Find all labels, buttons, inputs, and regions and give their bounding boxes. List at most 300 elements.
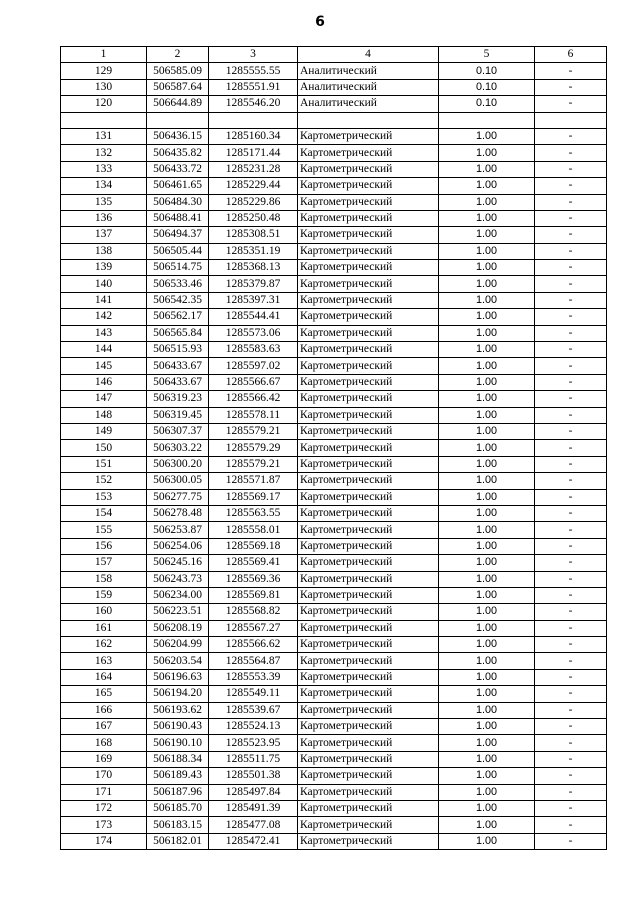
method-cell: Картометрический: [298, 391, 439, 407]
table-row: [61, 489, 607, 505]
note-cell: -: [535, 407, 607, 423]
table-row: [61, 210, 607, 226]
x-coordinate-cell: 506188.34: [147, 751, 209, 767]
note-cell: -: [535, 128, 607, 144]
method-cell: Картометрический: [298, 128, 439, 144]
x-coordinate-cell: 506565.84: [147, 325, 209, 341]
y-coordinate-cell: 1285564.87: [209, 653, 298, 669]
y-coordinate-cell: 1285573.06: [209, 325, 298, 341]
coordinates-table: [60, 46, 607, 850]
accuracy-cell: 1.00: [439, 604, 535, 620]
x-coordinate-cell: 506433.67: [147, 358, 209, 374]
note-cell: -: [535, 473, 607, 489]
method-cell: Картометрический: [298, 833, 439, 849]
accuracy-cell: 1.00: [439, 702, 535, 718]
x-coordinate-cell: 506587.64: [147, 79, 209, 95]
method-cell: Картометрический: [298, 620, 439, 636]
y-coordinate-cell: 1285568.82: [209, 604, 298, 620]
x-coordinate-cell: 506190.10: [147, 735, 209, 751]
table-row: [61, 358, 607, 374]
x-coordinate-cell: 506461.65: [147, 178, 209, 194]
x-coordinate-cell: 506300.20: [147, 456, 209, 472]
x-coordinate-cell: 506182.01: [147, 833, 209, 849]
table-row: [61, 161, 607, 177]
note-cell: -: [535, 161, 607, 177]
note-cell: -: [535, 637, 607, 653]
table-row: [61, 719, 607, 735]
accuracy-cell: 1.00: [439, 407, 535, 423]
accuracy-cell: 1.00: [439, 817, 535, 833]
point-number-cell: 129: [61, 63, 147, 79]
column-header: 1: [61, 47, 147, 63]
y-coordinate-cell: 1285569.18: [209, 538, 298, 554]
point-number-cell: 171: [61, 784, 147, 800]
method-cell: Картометрический: [298, 505, 439, 521]
y-coordinate-cell: 1285569.36: [209, 571, 298, 587]
point-number-cell: 159: [61, 587, 147, 603]
accuracy-cell: 1.00: [439, 260, 535, 276]
method-cell: Картометрический: [298, 735, 439, 751]
x-coordinate-cell: 506433.67: [147, 374, 209, 390]
accuracy-cell: 1.00: [439, 194, 535, 210]
point-number-cell: 158: [61, 571, 147, 587]
y-coordinate-cell: 1285351.19: [209, 243, 298, 259]
accuracy-cell: 1.00: [439, 391, 535, 407]
y-coordinate-cell: 1285368.13: [209, 260, 298, 276]
accuracy-cell: 1.00: [439, 751, 535, 767]
point-number-cell: 143: [61, 325, 147, 341]
table-row: [61, 292, 607, 308]
accuracy-cell: 1.00: [439, 456, 535, 472]
table-row: [61, 784, 607, 800]
accuracy-cell: 1.00: [439, 653, 535, 669]
accuracy-cell: 1.00: [439, 620, 535, 636]
y-coordinate-cell: 1285569.17: [209, 489, 298, 505]
accuracy-cell: 1.00: [439, 423, 535, 439]
y-coordinate-cell: 1285567.27: [209, 620, 298, 636]
point-number-cell: 172: [61, 800, 147, 816]
table-row: [61, 440, 607, 456]
table-row: [61, 309, 607, 325]
method-cell: Картометрический: [298, 178, 439, 194]
point-number-cell: 144: [61, 342, 147, 358]
table-row: [61, 325, 607, 341]
y-coordinate-cell: 1285569.81: [209, 587, 298, 603]
x-coordinate-cell: 506208.19: [147, 620, 209, 636]
x-coordinate-cell: 506585.09: [147, 63, 209, 79]
method-cell: Аналитический: [298, 96, 439, 112]
accuracy-cell: 1.00: [439, 276, 535, 292]
note-cell: -: [535, 669, 607, 685]
note-cell: -: [535, 309, 607, 325]
method-cell: Картометрический: [298, 227, 439, 243]
y-coordinate-cell: 1285491.39: [209, 800, 298, 816]
accuracy-cell: 1.00: [439, 784, 535, 800]
note-cell: -: [535, 391, 607, 407]
x-coordinate-cell: 506644.89: [147, 96, 209, 112]
method-cell: Картометрический: [298, 768, 439, 784]
table-row: [61, 833, 607, 849]
table-row: [61, 817, 607, 833]
accuracy-cell: 0.10: [439, 63, 535, 79]
x-coordinate-cell: 506254.06: [147, 538, 209, 554]
note-cell: -: [535, 145, 607, 161]
note-cell: -: [535, 178, 607, 194]
accuracy-cell: 1.00: [439, 309, 535, 325]
table-row: [61, 96, 607, 112]
method-cell: Картометрический: [298, 276, 439, 292]
x-coordinate-cell: 506562.17: [147, 309, 209, 325]
y-coordinate-cell: 1285397.31: [209, 292, 298, 308]
note-cell: -: [535, 489, 607, 505]
accuracy-cell: 1.00: [439, 489, 535, 505]
note-cell: -: [535, 653, 607, 669]
method-cell: Картометрический: [298, 374, 439, 390]
point-number-cell: 157: [61, 555, 147, 571]
accuracy-cell: 1.00: [439, 440, 535, 456]
table-row: [61, 260, 607, 276]
page-number: 6: [315, 14, 325, 30]
y-coordinate-cell: 1285379.87: [209, 276, 298, 292]
y-coordinate-cell: 1285171.44: [209, 145, 298, 161]
method-cell: Картометрический: [298, 800, 439, 816]
note-cell: -: [535, 686, 607, 702]
method-cell: Картометрический: [298, 686, 439, 702]
point-number-cell: 139: [61, 260, 147, 276]
y-coordinate-cell: 1285160.34: [209, 128, 298, 144]
point-number-cell: 173: [61, 817, 147, 833]
accuracy-cell: 1.00: [439, 243, 535, 259]
x-coordinate-cell: 506515.93: [147, 342, 209, 358]
note-cell: -: [535, 538, 607, 554]
note-cell: -: [535, 768, 607, 784]
accuracy-cell: 1.00: [439, 768, 535, 784]
note-cell: -: [535, 243, 607, 259]
column-header: 3: [209, 47, 298, 63]
y-coordinate-cell: 1285546.20: [209, 96, 298, 112]
table-row: [61, 669, 607, 685]
note-cell: -: [535, 719, 607, 735]
method-cell: Картометрический: [298, 751, 439, 767]
point-number-cell: [61, 112, 147, 128]
y-coordinate-cell: 1285569.41: [209, 555, 298, 571]
y-coordinate-cell: 1285229.86: [209, 194, 298, 210]
accuracy-cell: 1.00: [439, 555, 535, 571]
table-row: [61, 79, 607, 95]
point-number-cell: 134: [61, 178, 147, 194]
y-coordinate-cell: 1285497.84: [209, 784, 298, 800]
note-cell: -: [535, 587, 607, 603]
y-coordinate-cell: 1285566.62: [209, 637, 298, 653]
y-coordinate-cell: 1285566.67: [209, 374, 298, 390]
method-cell: Картометрический: [298, 456, 439, 472]
point-number-cell: 154: [61, 505, 147, 521]
method-cell: Картометрический: [298, 571, 439, 587]
method-cell: Картометрический: [298, 342, 439, 358]
table-row: [61, 374, 607, 390]
accuracy-cell: 1.00: [439, 227, 535, 243]
method-cell: Картометрический: [298, 194, 439, 210]
table-row: [61, 112, 607, 128]
accuracy-cell: 1.00: [439, 292, 535, 308]
table-row: [61, 178, 607, 194]
table-row: [61, 686, 607, 702]
note-cell: -: [535, 456, 607, 472]
column-header: 2: [147, 47, 209, 63]
method-cell: Картометрический: [298, 489, 439, 505]
x-coordinate-cell: 506277.75: [147, 489, 209, 505]
method-cell: Картометрический: [298, 719, 439, 735]
accuracy-cell: 0.10: [439, 79, 535, 95]
y-coordinate-cell: 1285555.55: [209, 63, 298, 79]
point-number-cell: 131: [61, 128, 147, 144]
point-number-cell: 167: [61, 719, 147, 735]
note-cell: -: [535, 325, 607, 341]
point-number-cell: 164: [61, 669, 147, 685]
x-coordinate-cell: 506319.45: [147, 407, 209, 423]
point-number-cell: 149: [61, 423, 147, 439]
point-number-cell: 155: [61, 522, 147, 538]
x-coordinate-cell: 506223.51: [147, 604, 209, 620]
x-coordinate-cell: 506193.62: [147, 702, 209, 718]
table-row: [61, 538, 607, 554]
method-cell: Картометрический: [298, 555, 439, 571]
x-coordinate-cell: 506514.75: [147, 260, 209, 276]
y-coordinate-cell: 1285558.01: [209, 522, 298, 538]
x-coordinate-cell: 506243.73: [147, 571, 209, 587]
accuracy-cell: 1.00: [439, 833, 535, 849]
y-coordinate-cell: 1285250.48: [209, 210, 298, 226]
y-coordinate-cell: 1285579.21: [209, 456, 298, 472]
table-row: [61, 571, 607, 587]
x-coordinate-cell: 506494.37: [147, 227, 209, 243]
table-row: [61, 276, 607, 292]
column-header: 5: [439, 47, 535, 63]
note-cell: -: [535, 440, 607, 456]
method-cell: Картометрический: [298, 440, 439, 456]
accuracy-cell: 1.00: [439, 669, 535, 685]
method-cell: Картометрический: [298, 161, 439, 177]
point-number-cell: 141: [61, 292, 147, 308]
method-cell: Картометрический: [298, 637, 439, 653]
table-row: [61, 768, 607, 784]
method-cell: Аналитический: [298, 63, 439, 79]
method-cell: Картометрический: [298, 784, 439, 800]
point-number-cell: 151: [61, 456, 147, 472]
note-cell: -: [535, 833, 607, 849]
x-coordinate-cell: 506307.37: [147, 423, 209, 439]
note-cell: -: [535, 374, 607, 390]
method-cell: Картометрический: [298, 538, 439, 554]
note-cell: -: [535, 276, 607, 292]
point-number-cell: 130: [61, 79, 147, 95]
table-row: [61, 505, 607, 521]
table-row: [61, 342, 607, 358]
note-cell: -: [535, 620, 607, 636]
table-row: [61, 128, 607, 144]
table-row: [61, 800, 607, 816]
method-cell: Картометрический: [298, 604, 439, 620]
method-cell: Картометрический: [298, 210, 439, 226]
y-coordinate-cell: 1285566.42: [209, 391, 298, 407]
point-number-cell: 174: [61, 833, 147, 849]
x-coordinate-cell: 506533.46: [147, 276, 209, 292]
table-row: [61, 751, 607, 767]
accuracy-cell: 1.00: [439, 637, 535, 653]
point-number-cell: 148: [61, 407, 147, 423]
note-cell: -: [535, 260, 607, 276]
accuracy-cell: 1.00: [439, 735, 535, 751]
y-coordinate-cell: 1285597.02: [209, 358, 298, 374]
note-cell: -: [535, 194, 607, 210]
y-coordinate-cell: 1285308.51: [209, 227, 298, 243]
point-number-cell: 163: [61, 653, 147, 669]
point-number-cell: 140: [61, 276, 147, 292]
x-coordinate-cell: 506505.44: [147, 243, 209, 259]
x-coordinate-cell: 506245.16: [147, 555, 209, 571]
x-coordinate-cell: 506542.35: [147, 292, 209, 308]
accuracy-cell: 1.00: [439, 571, 535, 587]
point-number-cell: 166: [61, 702, 147, 718]
accuracy-cell: 1.00: [439, 178, 535, 194]
x-coordinate-cell: 506204.99: [147, 637, 209, 653]
note-cell: [535, 112, 607, 128]
method-cell: Картометрический: [298, 702, 439, 718]
note-cell: -: [535, 342, 607, 358]
method-cell: Аналитический: [298, 79, 439, 95]
note-cell: -: [535, 604, 607, 620]
table-row: [61, 653, 607, 669]
y-coordinate-cell: 1285563.55: [209, 505, 298, 521]
point-number-cell: 165: [61, 686, 147, 702]
point-number-cell: 156: [61, 538, 147, 554]
point-number-cell: 170: [61, 768, 147, 784]
y-coordinate-cell: 1285551.91: [209, 79, 298, 95]
accuracy-cell: [439, 112, 535, 128]
y-coordinate-cell: 1285579.21: [209, 423, 298, 439]
point-number-cell: 142: [61, 309, 147, 325]
note-cell: -: [535, 63, 607, 79]
method-cell: Картометрический: [298, 522, 439, 538]
y-coordinate-cell: 1285571.87: [209, 473, 298, 489]
x-coordinate-cell: 506484.30: [147, 194, 209, 210]
column-header: 4: [298, 47, 439, 63]
point-number-cell: 135: [61, 194, 147, 210]
y-coordinate-cell: 1285524.13: [209, 719, 298, 735]
accuracy-cell: 1.00: [439, 522, 535, 538]
y-coordinate-cell: 1285579.29: [209, 440, 298, 456]
table-row: [61, 587, 607, 603]
x-coordinate-cell: 506187.96: [147, 784, 209, 800]
y-coordinate-cell: 1285553.39: [209, 669, 298, 685]
method-cell: Картометрический: [298, 325, 439, 341]
table-row: [61, 637, 607, 653]
accuracy-cell: 1.00: [439, 210, 535, 226]
x-coordinate-cell: 506189.43: [147, 768, 209, 784]
note-cell: -: [535, 96, 607, 112]
accuracy-cell: 1.00: [439, 587, 535, 603]
note-cell: -: [535, 358, 607, 374]
x-coordinate-cell: 506185.70: [147, 800, 209, 816]
x-coordinate-cell: 506488.41: [147, 210, 209, 226]
accuracy-cell: 1.00: [439, 161, 535, 177]
note-cell: -: [535, 800, 607, 816]
x-coordinate-cell: 506278.48: [147, 505, 209, 521]
note-cell: -: [535, 210, 607, 226]
point-number-cell: 147: [61, 391, 147, 407]
table-row: [61, 620, 607, 636]
y-coordinate-cell: 1285578.11: [209, 407, 298, 423]
method-cell: Картометрический: [298, 669, 439, 685]
x-coordinate-cell: 506183.15: [147, 817, 209, 833]
note-cell: -: [535, 505, 607, 521]
point-number-cell: 137: [61, 227, 147, 243]
x-coordinate-cell: 506436.15: [147, 128, 209, 144]
note-cell: -: [535, 735, 607, 751]
accuracy-cell: 1.00: [439, 342, 535, 358]
point-number-cell: 136: [61, 210, 147, 226]
y-coordinate-cell: 1285539.67: [209, 702, 298, 718]
accuracy-cell: 1.00: [439, 473, 535, 489]
point-number-cell: 162: [61, 637, 147, 653]
method-cell: Картометрический: [298, 407, 439, 423]
method-cell: Картометрический: [298, 292, 439, 308]
x-coordinate-cell: 506435.82: [147, 145, 209, 161]
x-coordinate-cell: 506196.63: [147, 669, 209, 685]
table-row: [61, 227, 607, 243]
table-row: [61, 456, 607, 472]
table-row: [61, 702, 607, 718]
table-row: [61, 735, 607, 751]
note-cell: -: [535, 522, 607, 538]
x-coordinate-cell: 506433.72: [147, 161, 209, 177]
table-header-row: [61, 47, 607, 63]
method-cell: Картометрический: [298, 145, 439, 161]
method-cell: Картометрический: [298, 653, 439, 669]
accuracy-cell: 1.00: [439, 719, 535, 735]
x-coordinate-cell: 506300.05: [147, 473, 209, 489]
x-coordinate-cell: 506253.87: [147, 522, 209, 538]
y-coordinate-cell: 1285472.41: [209, 833, 298, 849]
table-row: [61, 473, 607, 489]
y-coordinate-cell: 1285523.95: [209, 735, 298, 751]
point-number-cell: 145: [61, 358, 147, 374]
table-row: [61, 391, 607, 407]
note-cell: -: [535, 423, 607, 439]
method-cell: Картометрический: [298, 358, 439, 374]
point-number-cell: 161: [61, 620, 147, 636]
note-cell: -: [535, 817, 607, 833]
note-cell: -: [535, 292, 607, 308]
accuracy-cell: 1.00: [439, 686, 535, 702]
accuracy-cell: 0.10: [439, 96, 535, 112]
accuracy-cell: 1.00: [439, 800, 535, 816]
y-coordinate-cell: 1285583.63: [209, 342, 298, 358]
accuracy-cell: 1.00: [439, 374, 535, 390]
column-header: 6: [535, 47, 607, 63]
point-number-cell: 150: [61, 440, 147, 456]
x-coordinate-cell: 506203.54: [147, 653, 209, 669]
method-cell: Картометрический: [298, 309, 439, 325]
y-coordinate-cell: 1285501.38: [209, 768, 298, 784]
point-number-cell: 152: [61, 473, 147, 489]
note-cell: -: [535, 79, 607, 95]
y-coordinate-cell: [209, 112, 298, 128]
note-cell: -: [535, 227, 607, 243]
method-cell: Картометрический: [298, 587, 439, 603]
x-coordinate-cell: 506194.20: [147, 686, 209, 702]
note-cell: -: [535, 702, 607, 718]
